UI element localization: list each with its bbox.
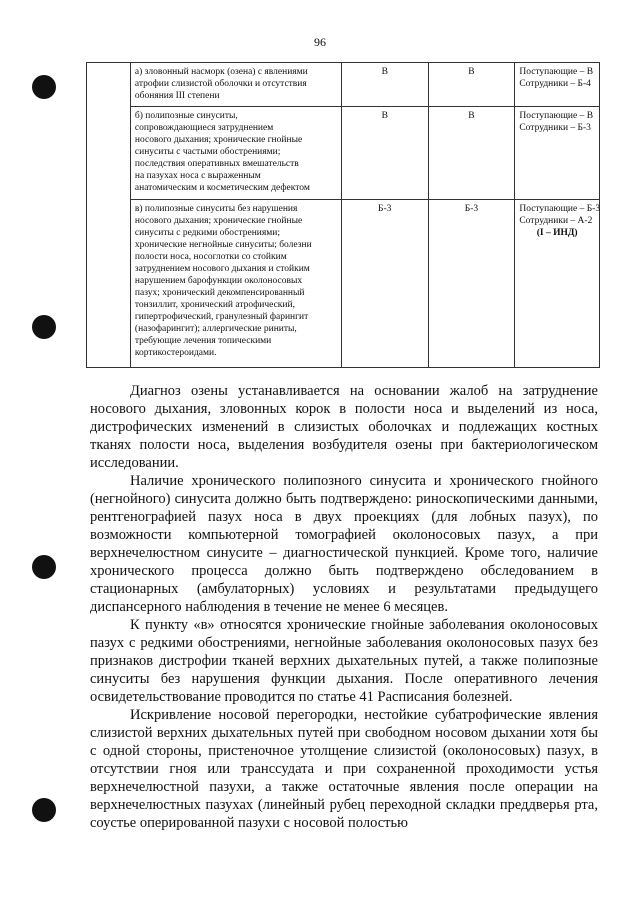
table-row [87, 107, 600, 200]
note-line: Поступающие – В [519, 111, 594, 121]
table-cell-category-1: Б-3 [341, 200, 428, 368]
page-number: 96 [314, 35, 326, 49]
punch-hole-middle-lower [32, 555, 56, 579]
table-cell-note [515, 63, 600, 107]
table-cell-category-2: Б-3 [428, 200, 515, 368]
table-cell-category-1: В [341, 63, 428, 107]
table-row [87, 63, 600, 107]
table-article-cell [87, 63, 131, 368]
table-cell-category-1: В [341, 107, 428, 200]
note-line: Поступающие – Б-3 [519, 204, 601, 214]
note-line: (I – ИНД) [536, 228, 578, 238]
table-cell-note [515, 200, 600, 368]
disease-table [86, 62, 600, 368]
table-cell-description: а) зловонный насморк (озена) с явлениями атрофии слизистой оболочки и отсутствия обоняния III степени [130, 63, 341, 107]
table-row [87, 200, 600, 368]
punch-hole-top [32, 75, 56, 99]
paragraph-septum-deviation: Искривление носовой перегородки, нестойкие субатрофические явления слизистой верхних дыхательных путей при свободном носовом дыхании хотя бы с одной стороны, пристеночное утолщение слизистой (околоносовых) пазух, в отсутствии гноя или транссудата и при сохраненной проходимости устья верхнечелюстной пазухи, а также остаточные явления после операции на верхнечелюстных пазухах (линейный рубец переходной складки преддверья рта, соустье оперированной пазухи с носовой полостью [90, 707, 598, 831]
paragraph-ozena-diagnosis: Диагноз озены устанавливается на основании жалоб на затруднение носового дыхания, зловонных корок в полости носа и выделений из носа, дистрофических изменений в слизистых оболочках и подлежащих костных тканях полости носа, выделения возбудителя озены при бактериологическом исследовании. [90, 383, 598, 471]
note-line: Сотрудники – А-2 [519, 216, 593, 226]
table-cell-description: в) полипозные синуситы без нарушения носового дыхания; хронические гнойные синуситы с редкими обострениями; хронические негнойные синуситы; болезни полости носа, носоглотки со стойким затруднением носового дыхания и стойким нарушением барофункции околоносовых пазух; хронический декомпенсированный тонзиллит, хронический атрофический, гипертрофический, гранулезный фарингит (назофарингит); аллергические риниты, требующие лечения топическими кортикостероидами. [130, 200, 341, 368]
table-cell-note [515, 107, 600, 200]
note-line: Сотрудники – Б-3 [519, 123, 591, 133]
body-text [90, 382, 598, 832]
table-cell-category-2: В [428, 107, 515, 200]
punch-hole-bottom [32, 798, 56, 822]
punch-hole-middle-upper [32, 315, 56, 339]
table-cell-description: б) полипозные синуситы, сопровождающиеся затруднением носового дыхания; хронические гнойные синуситы с частыми обострениями; последствия оперативных вмешательств на пазухах носа с выраженным анатомическим и косметическим дефектом [130, 107, 341, 200]
table-cell-category-2: В [428, 63, 515, 107]
note-line: Поступающие – В [519, 67, 594, 77]
paragraph-chronic-sinusitis: Наличие хронического полипозного синусита и хронического гнойного (негнойного) синусита должно быть подтверждено: риноскопическими данными, рентгенографией пазух носа в двух проекциях (для лобных пазух), по возможности компьютерной томографией околоносовых пазух, а при верхнечелюстном синусите – диагностической пункцией. Кроме того, наличие хронического процесса должно быть подтверждено обследованием в стационарных (амбулаторных) условиях и результатами предыдущего диспансерного наблюдения в течение не менее 6 месяцев. [90, 473, 598, 615]
paragraph-point-v: К пункту «в» относятся хронические гнойные заболевания околоносовых пазух с редкими обострениями, негнойные заболевания околоносовых пазух без признаков дистрофии тканей верхних дыхательных путей, а также полипозные синуситы без нарушения функции дыхания. После оперативного лечения освидетельствование проводится по статье 41 Расписания болезней. [90, 617, 598, 705]
note-line: Сотрудники – Б-4 [519, 79, 591, 89]
